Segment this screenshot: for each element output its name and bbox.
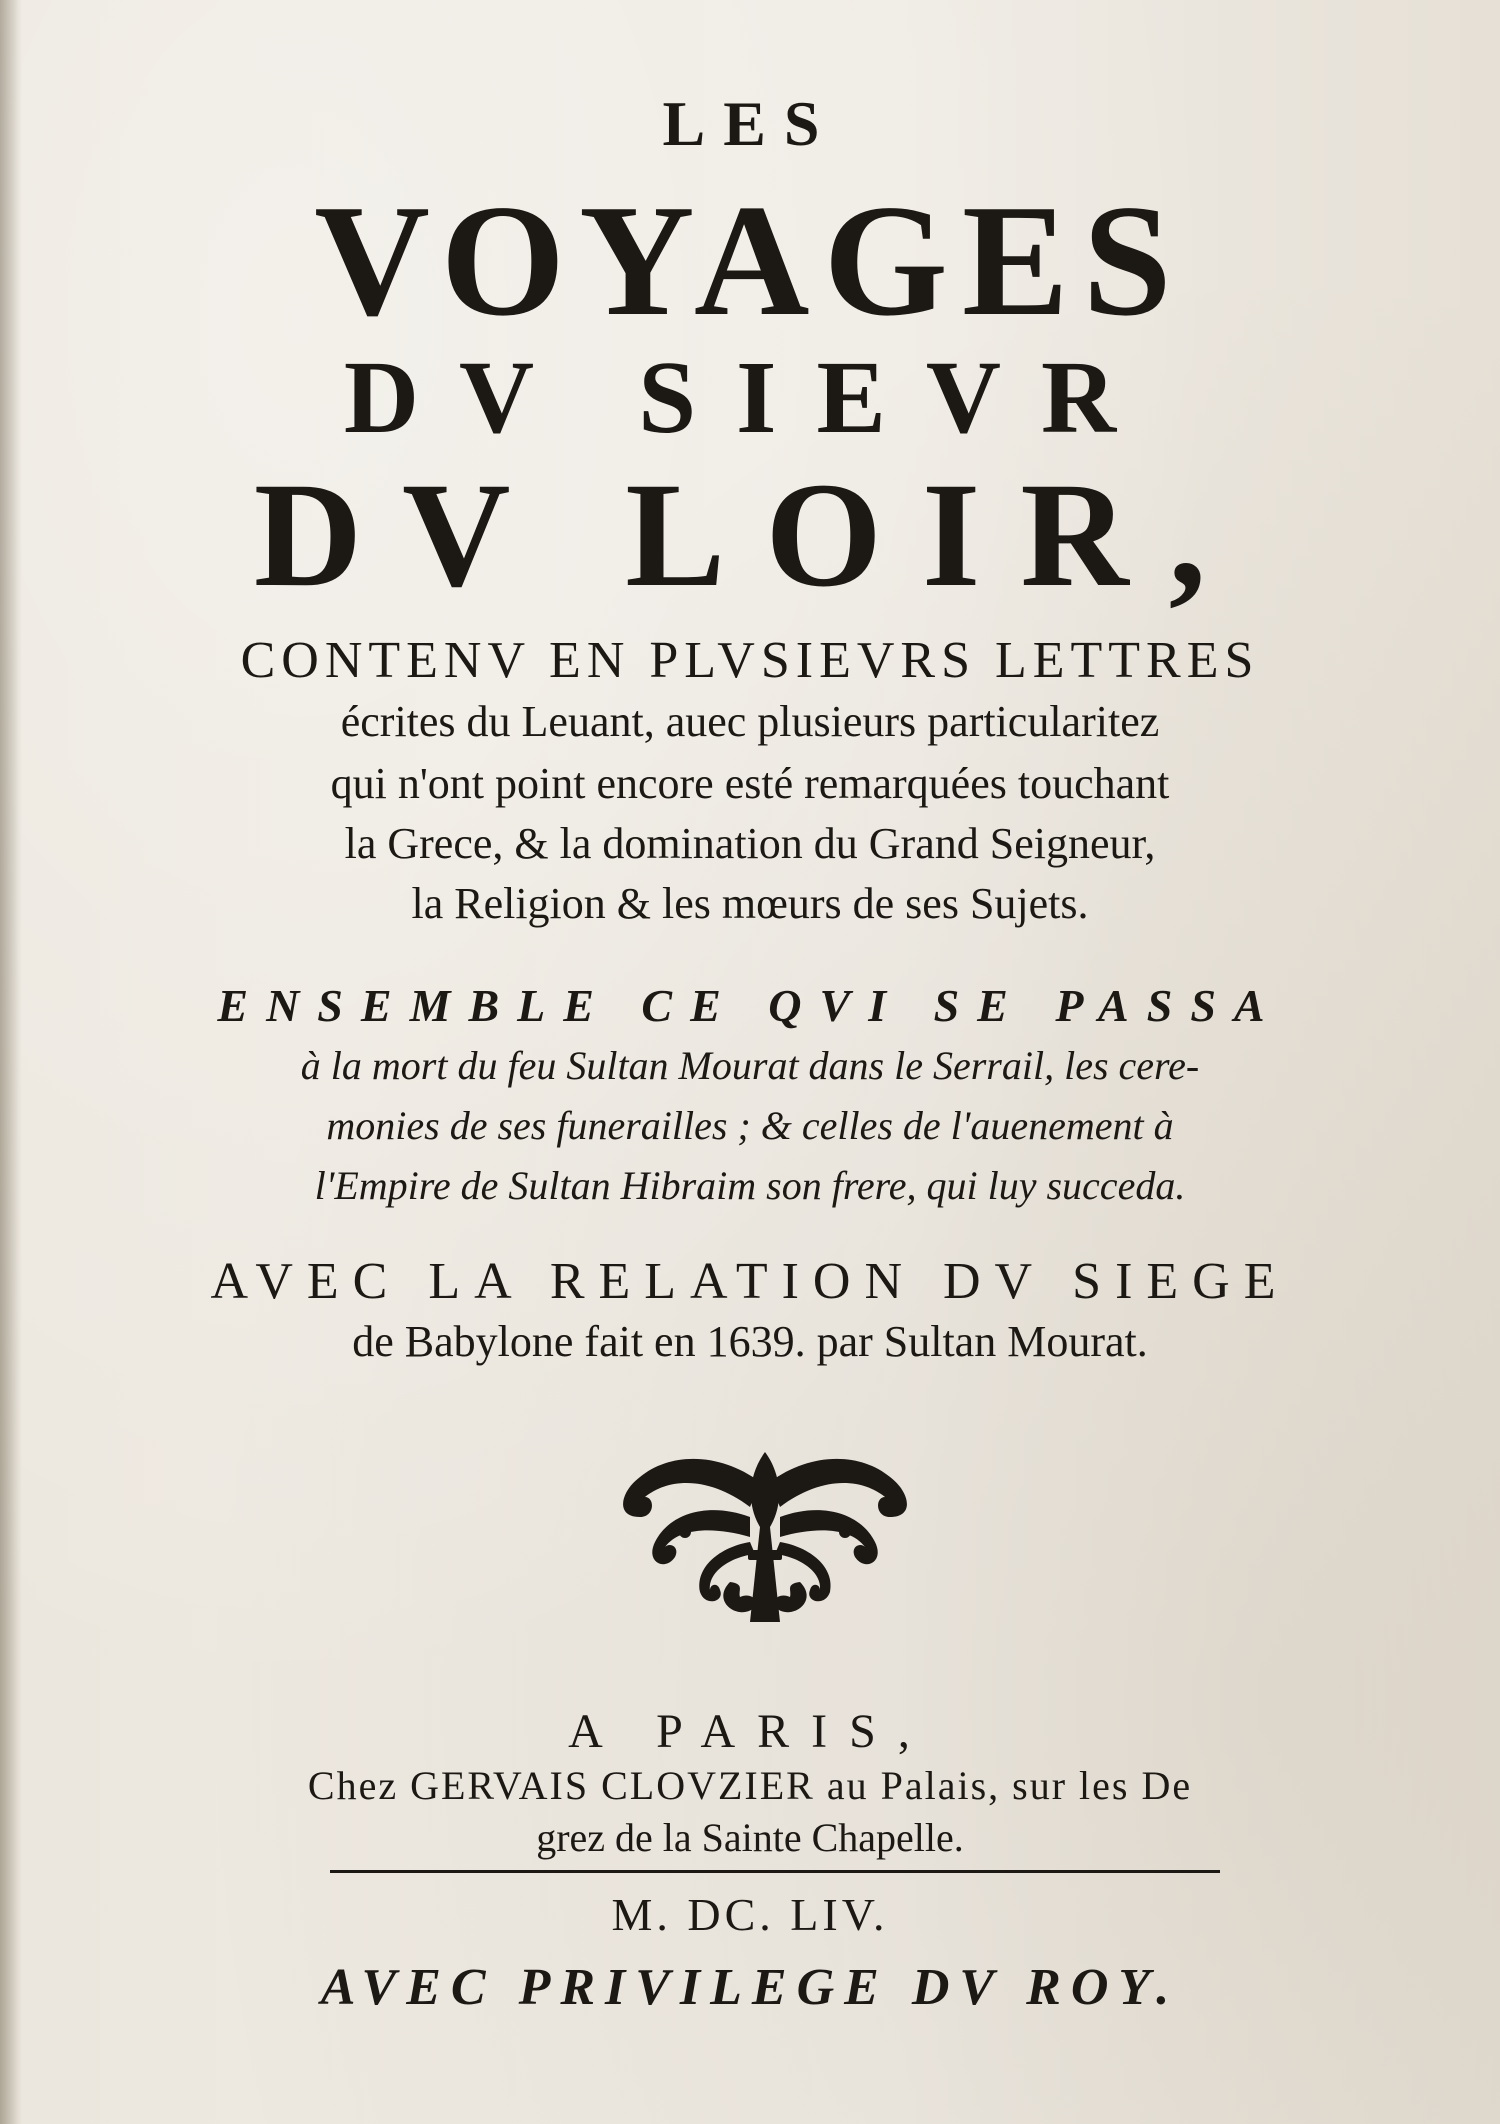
horizontal-rule [330,1870,1220,1873]
ensemble-heading: ENSEMBLE CE QVI SE PASSA [217,980,1283,1031]
title-du-sieur: DV SIEVR [343,340,1157,455]
title-du-loir: DV LOIR, [253,452,1247,618]
description-line: écrites du Leuant, auec plusieurs particularitez [340,697,1160,746]
title-les: LES [662,88,838,159]
babylone-line: de Babylone fait en 1639. par Sultan Mourat. [352,1317,1148,1366]
description-line: la Grece, & la domination du Grand Seigneur, [344,819,1156,868]
imprint-publisher: Chez GERVAIS CLOVZIER au Palais, sur les De [307,1763,1193,1808]
italic-line: monies de ses funerailles ; & celles de l'auenement à [326,1103,1174,1148]
privilege-line: AVEC PRIVILEGE DV ROY. [320,1959,1180,2016]
description-line: qui n'ont point encore esté remarquées touchant [330,759,1170,808]
imprint-address: grez de la Sainte Chapelle. [536,1815,964,1860]
subtitle-contenu: CONTENV EN PLVSIEVRS LETTRES [240,632,1260,689]
avec-relation-heading: AVEC LA RELATION DV SIEGE [210,1253,1290,1310]
imprint-place: A PARIS, [568,1705,932,1758]
italic-line: à la mort du feu Sultan Mourat dans le Serrail, les cere- [300,1043,1200,1088]
italic-line: l'Empire de Sultan Hibraim son frere, qui luy succeda. [314,1163,1186,1208]
publication-date: M. DC. LIV. [611,1889,889,1940]
fleuron-ornament-icon [610,1432,920,1632]
title-voyages: VOYAGES [314,171,1186,349]
description-line: la Religion & les mœurs de ses Sujets. [411,879,1089,928]
